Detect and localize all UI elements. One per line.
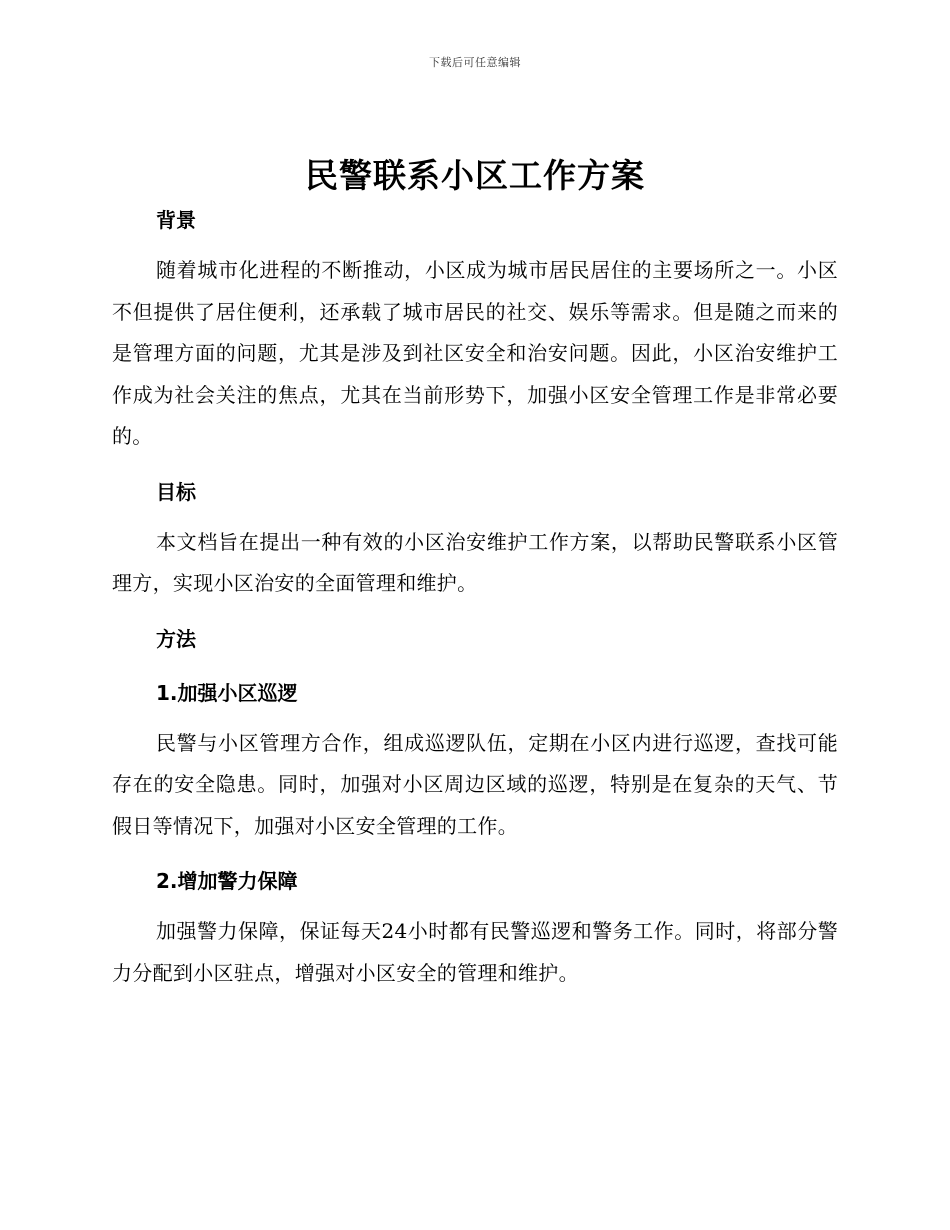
section-heading-method: 方法	[156, 626, 196, 651]
document-title: 民警联系小区工作方案	[305, 156, 645, 195]
paragraph-background: 随着城市化进程的不断推动，小区成为城市居民居住的主要场所之一。小区不但提供了居住便利，还承载了城市居民的社交、娱乐等需求。但是随之而来的是管理方面的问题，尤其是涉及到社区安全和治安问题。因此，小区治安维护工作成为社会关注的焦点，尤其在当前形势下，加强小区安全管理工作是非常必要的。	[112, 258, 838, 448]
paragraph-goal: 本文档旨在提出一种有效的小区治安维护工作方案，以帮助民警联系小区管理方，实现小区治安的全面管理和维护。	[112, 529, 838, 595]
document-body	[112, 200, 838, 994]
section-heading-goal: 目标	[156, 479, 196, 504]
header-note: 下载后可任意编辑	[429, 56, 521, 69]
paragraph-police: 加强警力保障，保证每天24小时都有民警巡逻和警务工作。同时，将部分警力分配到小区驻点，增强对小区安全的管理和维护。	[112, 919, 838, 985]
section-heading-police: 2.增加警力保障	[156, 869, 298, 893]
section-heading-background: 背景	[156, 208, 196, 232]
section-heading-patrol: 1.加强小区巡逻	[156, 680, 298, 705]
paragraph-patrol: 民警与小区管理方合作，组成巡逻队伍，定期在小区内进行巡逻，查找可能存在的安全隐患。同时，加强对小区周边区域的巡逻，特别是在复杂的天气、节假日等情况下，加强对小区安全管理的工作。	[112, 730, 838, 838]
